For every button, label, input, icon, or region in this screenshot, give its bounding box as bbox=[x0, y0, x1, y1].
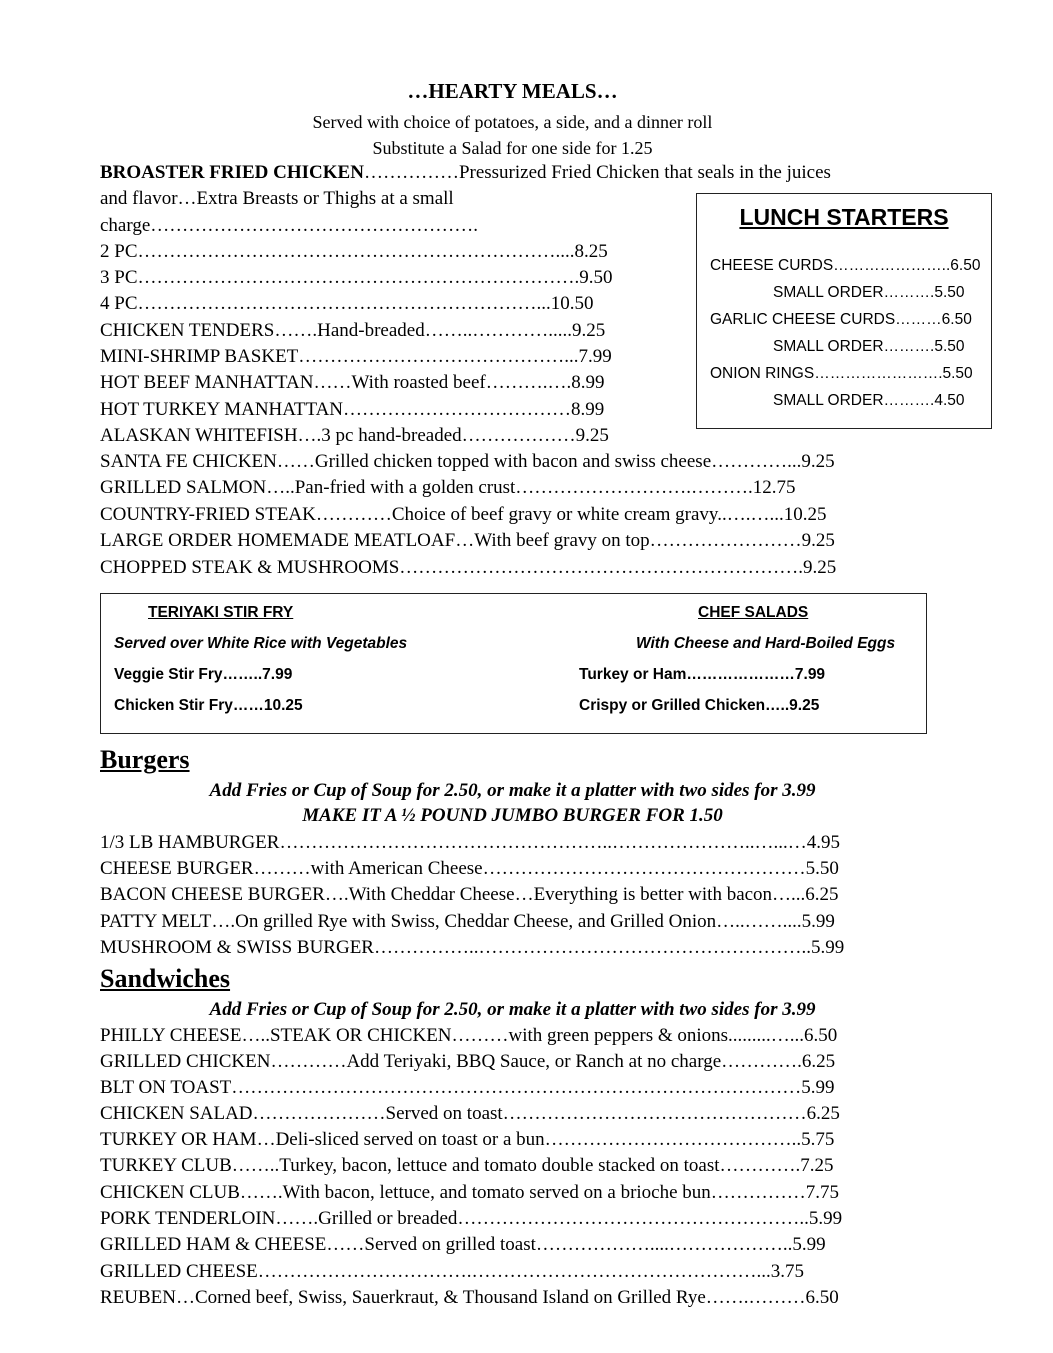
menu-item: HOT TURKEY MANHATTAN………………………………8.99 bbox=[100, 399, 605, 420]
menu-item: CHICKEN CLUB…….With bacon, lettuce, and tomato served on a brioche bun……………7.75 bbox=[100, 1182, 840, 1203]
menu-item: MINI-SHRIMP BASKET……………………………………...7.99 bbox=[100, 346, 612, 367]
menu-item: MUSHROOM & SWISS BURGER……………..……………………………………………..5.99 bbox=[100, 937, 845, 958]
menu-item: GRILLED CHEESE…………………………….………………………………………...3.75 bbox=[100, 1261, 805, 1282]
menu-item: CHOPPED STEAK & MUSHROOMS……………………………………………………….9.25 bbox=[100, 557, 837, 578]
menu-item: BACON CHEESE BURGER….With Cheddar Cheese…Everything is better with bacon…...6.25 bbox=[100, 884, 839, 905]
menu-item: 1/3 LB HAMBURGER……………………………………………..…………………..…...…4.95 bbox=[100, 832, 840, 853]
sandwiches-heading: Sandwiches bbox=[100, 964, 231, 993]
lunch-starter-small-order: SMALL ORDER……….5.50 bbox=[773, 338, 965, 355]
menu-item: CHICKEN SALAD…………………Served on toast…………………………………………6.25 bbox=[100, 1103, 840, 1124]
hearty-meals-title: …HEARTY MEALS… bbox=[407, 79, 618, 103]
lunch-starters-title: LUNCH STARTERS bbox=[739, 204, 949, 230]
lunch-starter-small-order: SMALL ORDER……….5.50 bbox=[773, 284, 965, 301]
burgers-heading: Burgers bbox=[100, 745, 190, 774]
chef-salad-item: Crispy or Grilled Chicken…..9.25 bbox=[579, 697, 820, 714]
chef-salads-title: CHEF SALADS bbox=[698, 604, 809, 621]
menu-item: ALASKAN WHITEFISH….3 pc hand-breaded………………9.25 bbox=[100, 425, 609, 446]
menu-item: CHEESE BURGER………with American Cheese……………………………………………5.50 bbox=[100, 858, 839, 879]
stir-fry-title: TERIYAKI STIR FRY bbox=[148, 604, 294, 621]
stir-fry-subtitle: Served over White Rice with Vegetables bbox=[114, 635, 408, 652]
menu-item: REUBEN…Corned beef, Swiss, Sauerkraut, & Thousand Island on Grilled Rye…….………6.50 bbox=[100, 1287, 839, 1308]
menu-item: 2 PC…………………………………………………………....8.25 bbox=[100, 241, 608, 262]
hearty-meals-subtitle: Served with choice of potatoes, a side, and a dinner roll bbox=[312, 112, 713, 132]
lunch-starter-small-order: SMALL ORDER……….4.50 bbox=[773, 392, 965, 409]
menu-item: PHILLY CHEESE…..STEAK OR CHICKEN………with green peppers & onions.........…...6.50 bbox=[100, 1025, 838, 1046]
hearty-meals-salad-note: Substitute a Salad for one side for 1.25 bbox=[372, 138, 653, 158]
broaster-name: BROASTER FRIED CHICKEN bbox=[100, 162, 364, 183]
chef-salads-subtitle: With Cheese and Hard-Boiled Eggs bbox=[636, 635, 896, 652]
stir-fry-item: Chicken Stir Fry……10.25 bbox=[114, 697, 303, 714]
menu-item: CHICKEN TENDERS…….Hand-breaded……..………….....9.25 bbox=[100, 320, 606, 341]
stir-fry-item: Veggie Stir Fry……..7.99 bbox=[114, 666, 293, 683]
sandwiches-note: Add Fries or Cup of Soup for 2.50, or make it a platter with two sides for 3.99 bbox=[209, 999, 816, 1020]
broaster-desc-3: charge……………………………………………. bbox=[100, 215, 479, 236]
menu-item: BLT ON TOAST………………………………………………………………………………5.99 bbox=[100, 1077, 835, 1098]
menu-item: PORK TENDERLOIN…….Grilled or breaded………………………………………………..5.99 bbox=[100, 1208, 843, 1229]
broaster-desc-2: and flavor…Extra Breasts or Thighs at a small bbox=[100, 188, 454, 209]
menu-item: GRILLED HAM & CHEESE……Served on grilled toast………………....………………..5.99 bbox=[100, 1234, 826, 1255]
menu-item: 3 PC…………………………………………………………….9.50 bbox=[100, 267, 613, 288]
menu-item: COUNTRY-FRIED STEAK…………Choice of beef gravy or white cream gravy..….…...10.25 bbox=[100, 504, 827, 525]
menu-item: LARGE ORDER HOMEMADE MEATLOAF…With beef gravy on top……………………9.25 bbox=[100, 530, 835, 551]
lunch-starter-item: ONION RINGS…………………….5.50 bbox=[710, 365, 973, 382]
broaster-desc: ……………Pressurized Fried Chicken that seals in the juices bbox=[363, 162, 831, 183]
burgers-jumbo-note: MAKE IT A ½ POUND JUMBO BURGER FOR 1.50 bbox=[302, 805, 723, 826]
menu-item: HOT BEEF MANHATTAN……With roasted beef……….….8.99 bbox=[100, 372, 605, 393]
chef-salad-item: Turkey or Ham…………………7.99 bbox=[579, 666, 826, 683]
lunch-starter-item: CHEESE CURDS…………………..6.50 bbox=[710, 257, 981, 274]
menu-item: GRILLED CHICKEN…………Add Teriyaki, BBQ Sauce, or Ranch at no charge………….6.25 bbox=[100, 1051, 836, 1072]
menu-item: SANTA FE CHICKEN……Grilled chicken topped with bacon and swiss cheese…………...9.25 bbox=[100, 451, 835, 472]
menu-item: PATTY MELT….On grilled Rye with Swiss, Cheddar Cheese, and Grilled Onion…..……....5.99 bbox=[100, 911, 835, 932]
menu-item: TURKEY CLUB……..Turkey, bacon, lettuce and tomato double stacked on toast………….7.25 bbox=[100, 1155, 834, 1176]
stir-fry-chef-salads-box bbox=[100, 593, 927, 734]
lunch-starter-item: GARLIC CHEESE CURDS………6.50 bbox=[710, 311, 972, 328]
menu-item: GRILLED SALMON…..Pan-fried with a golden crust……………………….……….12.75 bbox=[100, 477, 796, 498]
menu-item: TURKEY OR HAM…Deli-sliced served on toast or a bun…………………………………..5.75 bbox=[100, 1129, 835, 1150]
broaster-line bbox=[100, 160, 831, 186]
lunch-starters-box bbox=[696, 193, 992, 429]
burgers-note: Add Fries or Cup of Soup for 2.50, or make it a platter with two sides for 3.99 bbox=[209, 780, 816, 801]
menu-item: 4 PC………………………………………………………...10.50 bbox=[100, 293, 594, 314]
